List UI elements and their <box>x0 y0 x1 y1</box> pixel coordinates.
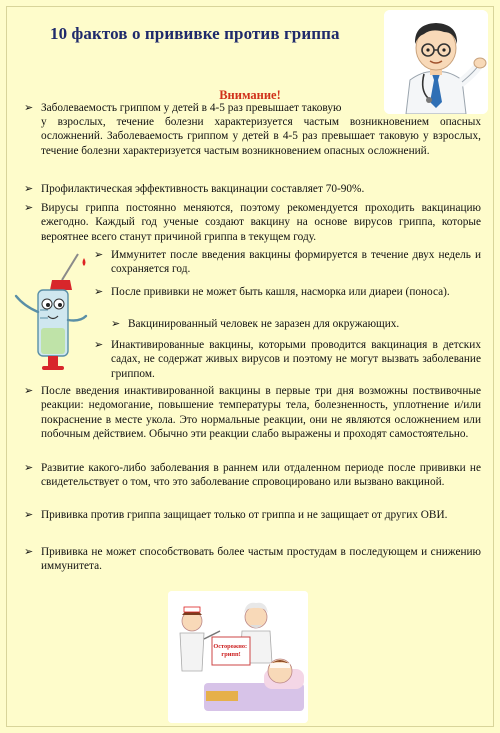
fact-item <box>24 182 481 196</box>
bullet-marker: ➢ <box>94 286 104 298</box>
fact-item <box>24 545 481 574</box>
fact-text: Прививка не может способствовать более частым простудам в последующем и снижению иммунитета. <box>41 546 481 573</box>
attention-heading: Внимание! <box>219 88 281 102</box>
fact-text: Развитие какого-либо заболевания в раннем или отдаленном периоде после прививки не свидетельствует о том, что это заболевание спровоцировано или вызвано вакциной. <box>41 462 481 489</box>
syringe-mascot-illustration <box>10 250 90 374</box>
bullet-marker: ➢ <box>94 339 104 351</box>
fact-text: Вирусы гриппа постоянно меняются, поэтому рекомендуется проходить вакцинацию ежегодно. Каждый год ученые создают вакцину на основе вирусов гриппа, которые вероятнее всего станут причиной гриппа в текущем году. <box>41 202 481 243</box>
fact-item <box>94 285 481 299</box>
sick-child-illustration <box>168 591 308 723</box>
fact-item <box>24 508 481 522</box>
fact-text: у взрослых, течение болезни характеризуется частым возникновением опасных осложнений. Заболеваемость гриппом у детей в 4-5 раз превышает таковую у взрослых, течение болезни характеризуется частым возникновением опасных осложнений. <box>41 116 481 157</box>
fact-text: Инактивированные вакцины, которыми проводится вакцинация в детских садах, не содержат живых вирусов и поэтому не могут вызвать заболевание гриппом. <box>111 339 481 380</box>
bullet-marker: ➢ <box>24 183 34 195</box>
fact-item <box>24 101 391 115</box>
bullet-marker: ➢ <box>24 202 34 214</box>
doctor-illustration <box>384 10 488 114</box>
fact-item <box>94 248 481 277</box>
fact-text: Заболеваемость гриппом у детей в 4-5 раз превышает таковую <box>41 102 342 114</box>
fact-item <box>24 384 481 441</box>
fact-item <box>94 338 481 381</box>
fact-item <box>111 317 481 331</box>
fact-text: Вакцинированный человек не заразен для окружающих. <box>128 318 400 330</box>
bullet-marker: ➢ <box>94 249 104 261</box>
bullet-marker: ➢ <box>24 385 34 397</box>
illustration-sign-text: Осторожно: грипп! <box>213 643 248 658</box>
page-title: 10 фактов о прививке против гриппа <box>50 24 340 43</box>
fact-item <box>24 461 481 490</box>
bullet-marker: ➢ <box>24 102 34 114</box>
fact-text: После прививки не может быть кашля, насморка или диареи (поноса). <box>111 286 450 298</box>
fact-text: Прививка против гриппа защищает только от гриппа и не защищает от других ОВИ. <box>41 509 448 521</box>
fact-item <box>41 115 481 158</box>
fact-text: Профилактическая эффективность вакцинации составляет 70-90%. <box>41 183 365 195</box>
fact-text: Иммунитет после введения вакцины формируется в течение двух недель и сохраняется год. <box>111 249 481 276</box>
fact-text: После введения инактивированной вакцины в первые три дня возможны поствивочные реакции: недомогание, повышение температуры тела, болезненность, уплотнение и/или покраснение в месте укола. Это нормальные реакции, они не являются осложнением или побочным действием. Обычно эти реакции слабо выражены и проходят самостоятельно. <box>41 385 481 440</box>
bullet-marker: ➢ <box>24 546 34 558</box>
bullet-marker: ➢ <box>111 318 121 330</box>
bullet-marker: ➢ <box>24 462 34 474</box>
bullet-marker: ➢ <box>24 509 34 521</box>
fact-item <box>24 201 481 244</box>
